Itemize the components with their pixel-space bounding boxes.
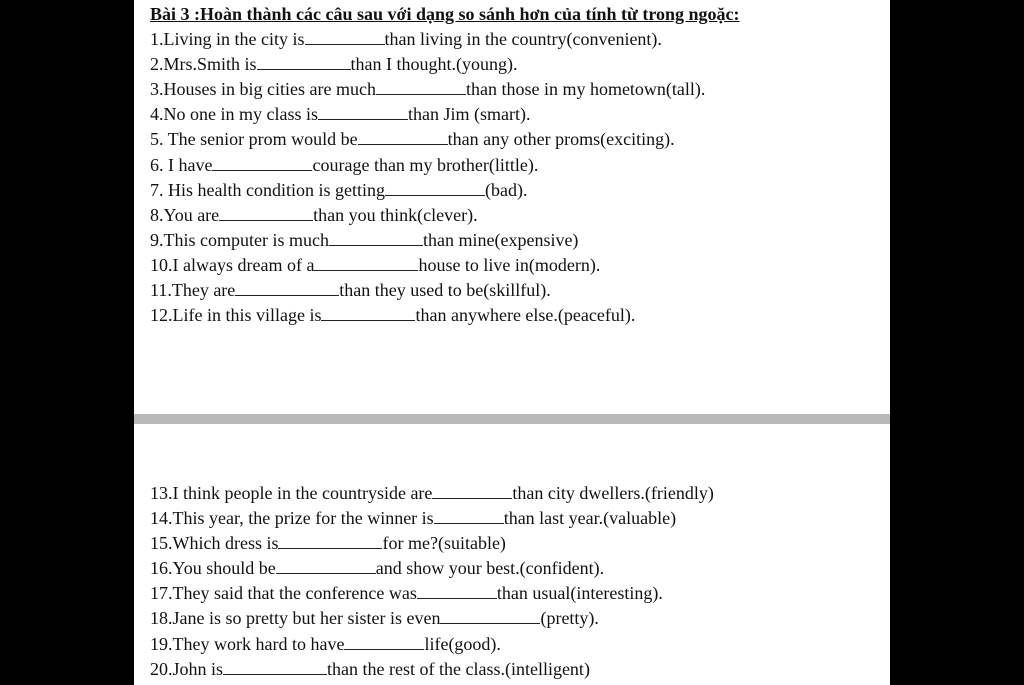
item-text-after: (pretty).	[540, 608, 599, 629]
item-text-before: 20.John is	[150, 658, 224, 679]
exercise-item	[150, 481, 714, 506]
exercise-item	[150, 303, 740, 328]
item-text-before: 13.I think people in the countryside are	[150, 483, 433, 503]
item-text-after: courage than my brother(little).	[312, 154, 539, 175]
item-text-after: for me?(suitable)	[382, 533, 506, 554]
exercise-item	[150, 253, 740, 278]
item-text-after: than usual(interesting).	[496, 583, 663, 604]
answer-blank	[358, 129, 448, 145]
answer-blank	[417, 583, 497, 599]
item-text-after: than last year.(valuable)	[503, 508, 677, 529]
exercise-item	[150, 27, 740, 52]
item-text-after: and show your best.(confident).	[375, 558, 605, 579]
exercise-item	[150, 531, 714, 556]
exercise-item	[150, 102, 740, 127]
item-text-before: 10.I always dream of a	[150, 254, 315, 275]
answer-blank	[344, 634, 424, 650]
item-text-after: than anywhere else.(peaceful).	[415, 305, 636, 326]
answer-blank	[278, 533, 382, 549]
answer-blank	[223, 659, 327, 675]
item-text-after: than those in my hometown(tall).	[465, 79, 706, 100]
item-text-after: than Jim (smart).	[408, 104, 531, 125]
answer-blank	[235, 280, 339, 296]
item-text-before: 9.This computer is much	[150, 229, 329, 250]
item-text-after: than the rest of the class.(intelligent)	[327, 658, 590, 679]
exercise-item	[150, 127, 740, 152]
answer-blank	[434, 508, 504, 524]
exercise-item	[150, 606, 714, 631]
exercise-item	[150, 506, 714, 531]
exercise-item	[150, 203, 740, 228]
worksheet-page-bottom	[134, 424, 890, 685]
item-text-before: 7. His health condition is getting	[150, 179, 385, 200]
item-text-before: 3.Houses in big cities are much	[150, 79, 376, 100]
exercise-item	[150, 657, 714, 682]
exercise-item	[150, 153, 740, 178]
item-text-after: house to live in(modern).	[418, 254, 601, 275]
item-text-before: 5. The senior prom would be	[150, 129, 358, 150]
item-text-before: 8.You are	[150, 204, 220, 225]
answer-blank	[219, 205, 313, 221]
item-text-after: than I thought.(young).	[350, 54, 518, 75]
answer-blank	[305, 29, 385, 45]
answer-blank	[329, 230, 423, 246]
exercise-item	[150, 632, 714, 657]
item-text-before: 19.They work hard to have	[150, 633, 345, 654]
answer-blank	[385, 180, 485, 196]
item-text-before: 12.Life in this village is	[150, 305, 322, 326]
answer-blank	[276, 558, 376, 574]
page-divider	[134, 414, 890, 424]
item-text-before: 6. I have	[150, 154, 213, 175]
item-text-after: life(good).	[424, 633, 501, 654]
item-text-before: 16.You should be	[150, 558, 276, 579]
item-text-before: 18.Jane is so pretty but her sister is even	[150, 608, 441, 629]
exercise-item	[150, 228, 740, 253]
answer-blank	[212, 155, 312, 171]
item-text-after: than they used to be(skillful).	[339, 280, 551, 301]
answer-blank	[376, 79, 466, 95]
item-text-before: 17.They said that the conference was	[150, 583, 417, 604]
item-text-after: than any other proms(exciting).	[447, 129, 675, 150]
exercise-item	[150, 178, 740, 203]
answer-blank	[314, 255, 418, 271]
item-text-after: than living in the country(convenient).	[384, 29, 662, 50]
exercise-list-top	[150, 2, 740, 328]
worksheet-page-top	[134, 0, 890, 414]
item-text-before: 4.No one in my class is	[150, 104, 318, 125]
answer-blank	[257, 54, 351, 70]
answer-blank	[318, 104, 408, 120]
answer-blank	[432, 483, 512, 499]
exercise-title: Bài 3 :Hoàn thành các câu sau với dạng so sánh hơn của tính từ trong ngoặc:	[150, 4, 740, 24]
item-text-before: 1.Living in the city is	[150, 29, 305, 50]
exercise-item	[150, 581, 714, 606]
answer-blank	[440, 608, 540, 624]
item-text-after: (bad).	[484, 179, 528, 200]
item-text-after: than mine(expensive)	[422, 229, 579, 250]
exercise-item	[150, 556, 714, 581]
exercise-item	[150, 278, 740, 303]
item-text-before: 11.They are	[150, 280, 236, 301]
item-text-before: 14.This year, the prize for the winner is	[150, 508, 434, 529]
exercise-item	[150, 77, 740, 102]
exercise-item	[150, 52, 740, 77]
item-text-after: than city dwellers.(friendly)	[512, 483, 714, 503]
item-text-after: than you think(clever).	[313, 204, 478, 225]
item-text-before: 2.Mrs.Smith is	[150, 54, 257, 75]
exercise-list-bottom	[150, 481, 714, 682]
answer-blank	[321, 305, 415, 321]
item-text-before: 15.Which dress is	[150, 533, 279, 554]
